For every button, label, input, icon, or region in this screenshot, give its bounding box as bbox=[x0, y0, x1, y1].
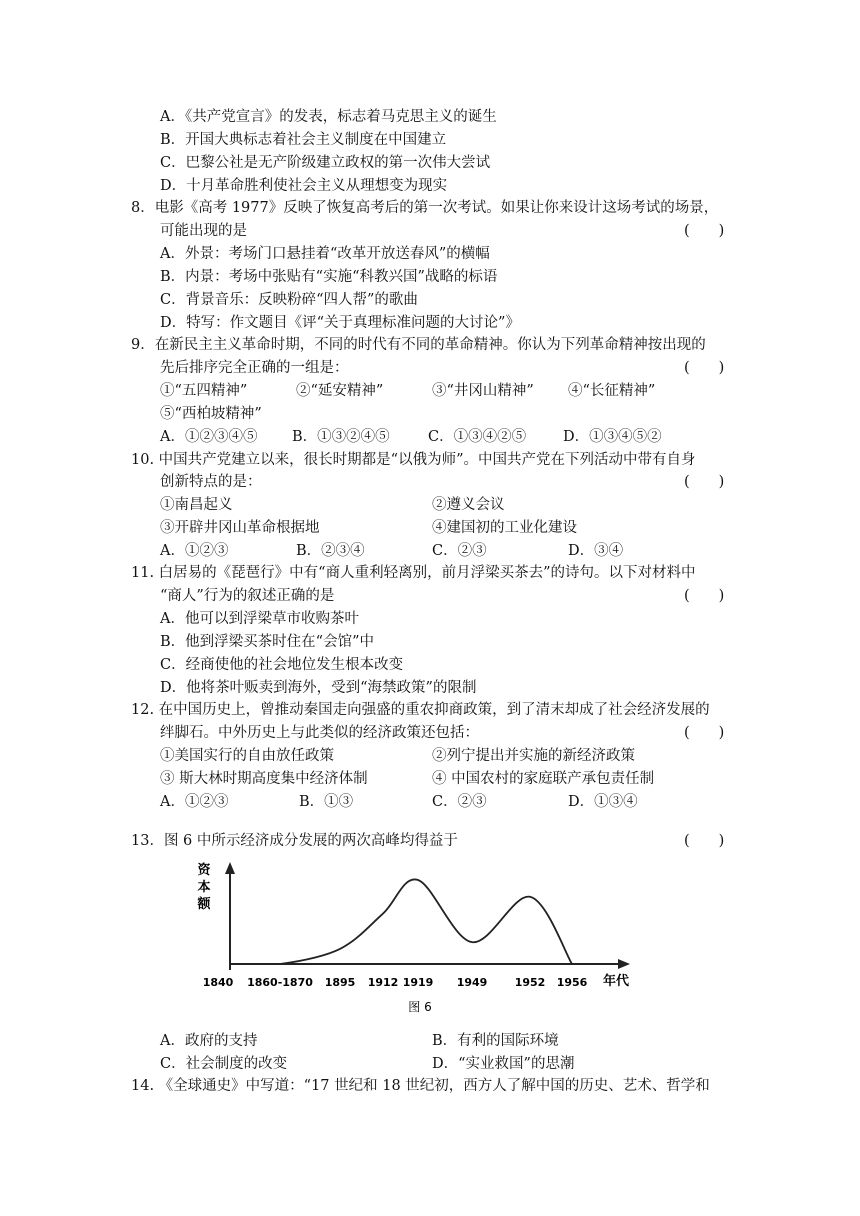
q13-option-c: C．社会制度的改变 bbox=[160, 1056, 288, 1072]
q9-item-3: ③“井冈山精神” bbox=[432, 383, 534, 399]
q8-stem-cont: 可能出现的是 bbox=[160, 223, 247, 239]
q10-option-d: D．③④ bbox=[568, 543, 624, 559]
y-axis-label-char: 本 bbox=[197, 880, 211, 895]
x-tick-label: 1840 bbox=[202, 976, 234, 989]
figure-caption: 图 6 bbox=[408, 1000, 432, 1014]
q9-item-2: ②“延安精神” bbox=[296, 383, 384, 399]
q10-item-1: ①南昌起义 bbox=[160, 497, 233, 513]
q8-answer-paren: ( ) bbox=[684, 223, 725, 239]
q12-item-2: ②列宁提出并实施的新经济政策 bbox=[432, 748, 635, 764]
q13-option-b: B．有利的国际环境 bbox=[432, 1033, 559, 1049]
y-axis-label-char: 资 bbox=[197, 863, 211, 878]
x-tick-label: 1919 bbox=[402, 976, 434, 989]
q12-answer-paren: ( ) bbox=[684, 725, 725, 741]
q7-option-c: C．巴黎公社是无产阶级建立政权的第一次伟大尝试 bbox=[160, 155, 491, 171]
q9-item-5: ⑤“西柏坡精神” bbox=[160, 406, 262, 422]
x-tick-label: 1912 bbox=[367, 976, 399, 989]
q10-option-a: A．①②③ bbox=[160, 543, 229, 559]
q9-option-d: D．①③④⑤② bbox=[563, 429, 662, 445]
x-tick-label: 1860-1870 bbox=[247, 976, 313, 989]
q12-item-4: ④ 中国农村的家庭联产承包责任制 bbox=[432, 771, 655, 787]
q12-option-b: B．①③ bbox=[299, 794, 354, 810]
q12-option-c: C．②③ bbox=[432, 794, 487, 810]
q10-item-4: ④建国初的工业化建设 bbox=[432, 520, 577, 536]
x-axis-label: 年代 bbox=[602, 974, 630, 989]
q10-option-c: C．②③ bbox=[432, 543, 487, 559]
q12-stem: 12. 在中国历史上，曾推动秦国走向强盛的重农抑商政策，到了清末却成了社会经济发展的 bbox=[131, 702, 710, 718]
q10-item-2: ②遵义会议 bbox=[432, 497, 505, 513]
x-tick-label: 1956 bbox=[556, 976, 588, 989]
q11-option-d: D．他将茶叶贩卖到海外，受到“海禁政策”的限制 bbox=[160, 680, 477, 696]
q11-option-a: A．他可以到浮梁草市收购茶叶 bbox=[160, 611, 359, 627]
x-tick-label: 1952 bbox=[514, 976, 546, 989]
q12-item-3: ③ 斯大林时期高度集中经济体制 bbox=[160, 771, 368, 787]
capital-curve bbox=[230, 879, 572, 964]
q9-option-c: C．①③④②⑤ bbox=[428, 429, 527, 445]
q8-option-c: C．背景音乐：反映粉碎“四人帮”的歌曲 bbox=[160, 292, 418, 308]
x-tick-label: 1949 bbox=[456, 976, 488, 989]
q9-stem: 9．在新民主主义革命时期，不同的时代有不同的革命精神。你认为下列革命精神按出现的 bbox=[131, 337, 706, 353]
figure-6 bbox=[180, 852, 670, 1017]
q9-option-a: A．①②③④⑤ bbox=[160, 429, 258, 445]
q11-option-c: C．经商使他的社会地位发生根本改变 bbox=[160, 657, 404, 673]
y-axis bbox=[225, 862, 235, 970]
q9-answer-paren: ( ) bbox=[684, 360, 725, 376]
q8-stem: 8．电影《高考 1977》反映了恢复高考后的第一次考试。如果让你来设计这场考试的场景， bbox=[131, 200, 719, 216]
q13-stem: 13．图 6 中所示经济成分发展的两次高峰均得益于 bbox=[131, 833, 458, 849]
q8-option-d: D．特写：作文题目《评“关于真理标准问题的大讨论”》 bbox=[160, 315, 520, 331]
q10-stem-cont: 创新特点的是： bbox=[160, 474, 262, 490]
q13-option-d: D．“实业救国”的思潮 bbox=[432, 1056, 575, 1072]
q11-option-b: B．他到浮梁买茶时住在“会馆”中 bbox=[160, 634, 374, 650]
q12-stem-cont: 绊脚石。中外历史上与此类似的经济政策还包括： bbox=[160, 725, 479, 741]
q11-stem-cont: “商人”行为的叙述正确的是 bbox=[160, 588, 335, 604]
q14-stem: 14. 《全球通史》中写道：“17 世纪和 18 世纪初，西方人了解中国的历史、艺术、哲学和 bbox=[131, 1078, 710, 1094]
y-axis-label bbox=[196, 862, 211, 912]
q8-option-b: B．内景：考场中张贴有“实施“科教兴国”战略的标语 bbox=[160, 269, 498, 285]
q9-item-4: ④“长征精神” bbox=[568, 383, 656, 399]
q11-answer-paren: ( ) bbox=[684, 588, 725, 604]
q11-stem: 11. 白居易的《琵琶行》中有“商人重利轻离别，前月浮梁买茶去”的诗句。以下对材料中 bbox=[131, 565, 696, 581]
q10-answer-paren: ( ) bbox=[684, 474, 725, 490]
q9-item-1: ①“五四精神” bbox=[160, 383, 248, 399]
q10-option-b: B．②③④ bbox=[296, 543, 365, 559]
q8-option-a: A．外景：考场门口悬挂着“改革开放送春风”的横幅 bbox=[160, 246, 490, 262]
capital-chart bbox=[180, 852, 670, 1017]
x-tick-labels bbox=[203, 976, 588, 989]
q12-item-1: ①美国实行的自由放任政策 bbox=[160, 748, 334, 764]
y-axis-label-char: 额 bbox=[197, 897, 211, 912]
q10-stem: 10. 中国共产党建立以来，很长时期都是“以俄为师”。中国共产党在下列活动中带有自身 bbox=[131, 452, 696, 468]
q13-answer-paren: ( ) bbox=[684, 833, 725, 849]
q9-stem-cont: 先后排序完全正确的一组是： bbox=[160, 360, 349, 376]
q7-option-d: D．十月革命胜利使社会主义从理想变为现实 bbox=[160, 178, 448, 194]
q9-option-b: B．①③②④⑤ bbox=[292, 429, 390, 445]
q7-option-b: B．开国大典标志着社会主义制度在中国建立 bbox=[160, 132, 447, 148]
q13-option-a: A．政府的支持 bbox=[160, 1033, 258, 1049]
x-tick-label: 1895 bbox=[324, 976, 356, 989]
q10-item-3: ③开辟井冈山革命根据地 bbox=[160, 520, 320, 536]
q12-option-a: A．①②③ bbox=[160, 794, 229, 810]
q12-option-d: D．①③④ bbox=[568, 794, 638, 810]
q7-option-a: A．《共产党宣言》的发表，标志着马克思主义的诞生 bbox=[160, 109, 497, 125]
